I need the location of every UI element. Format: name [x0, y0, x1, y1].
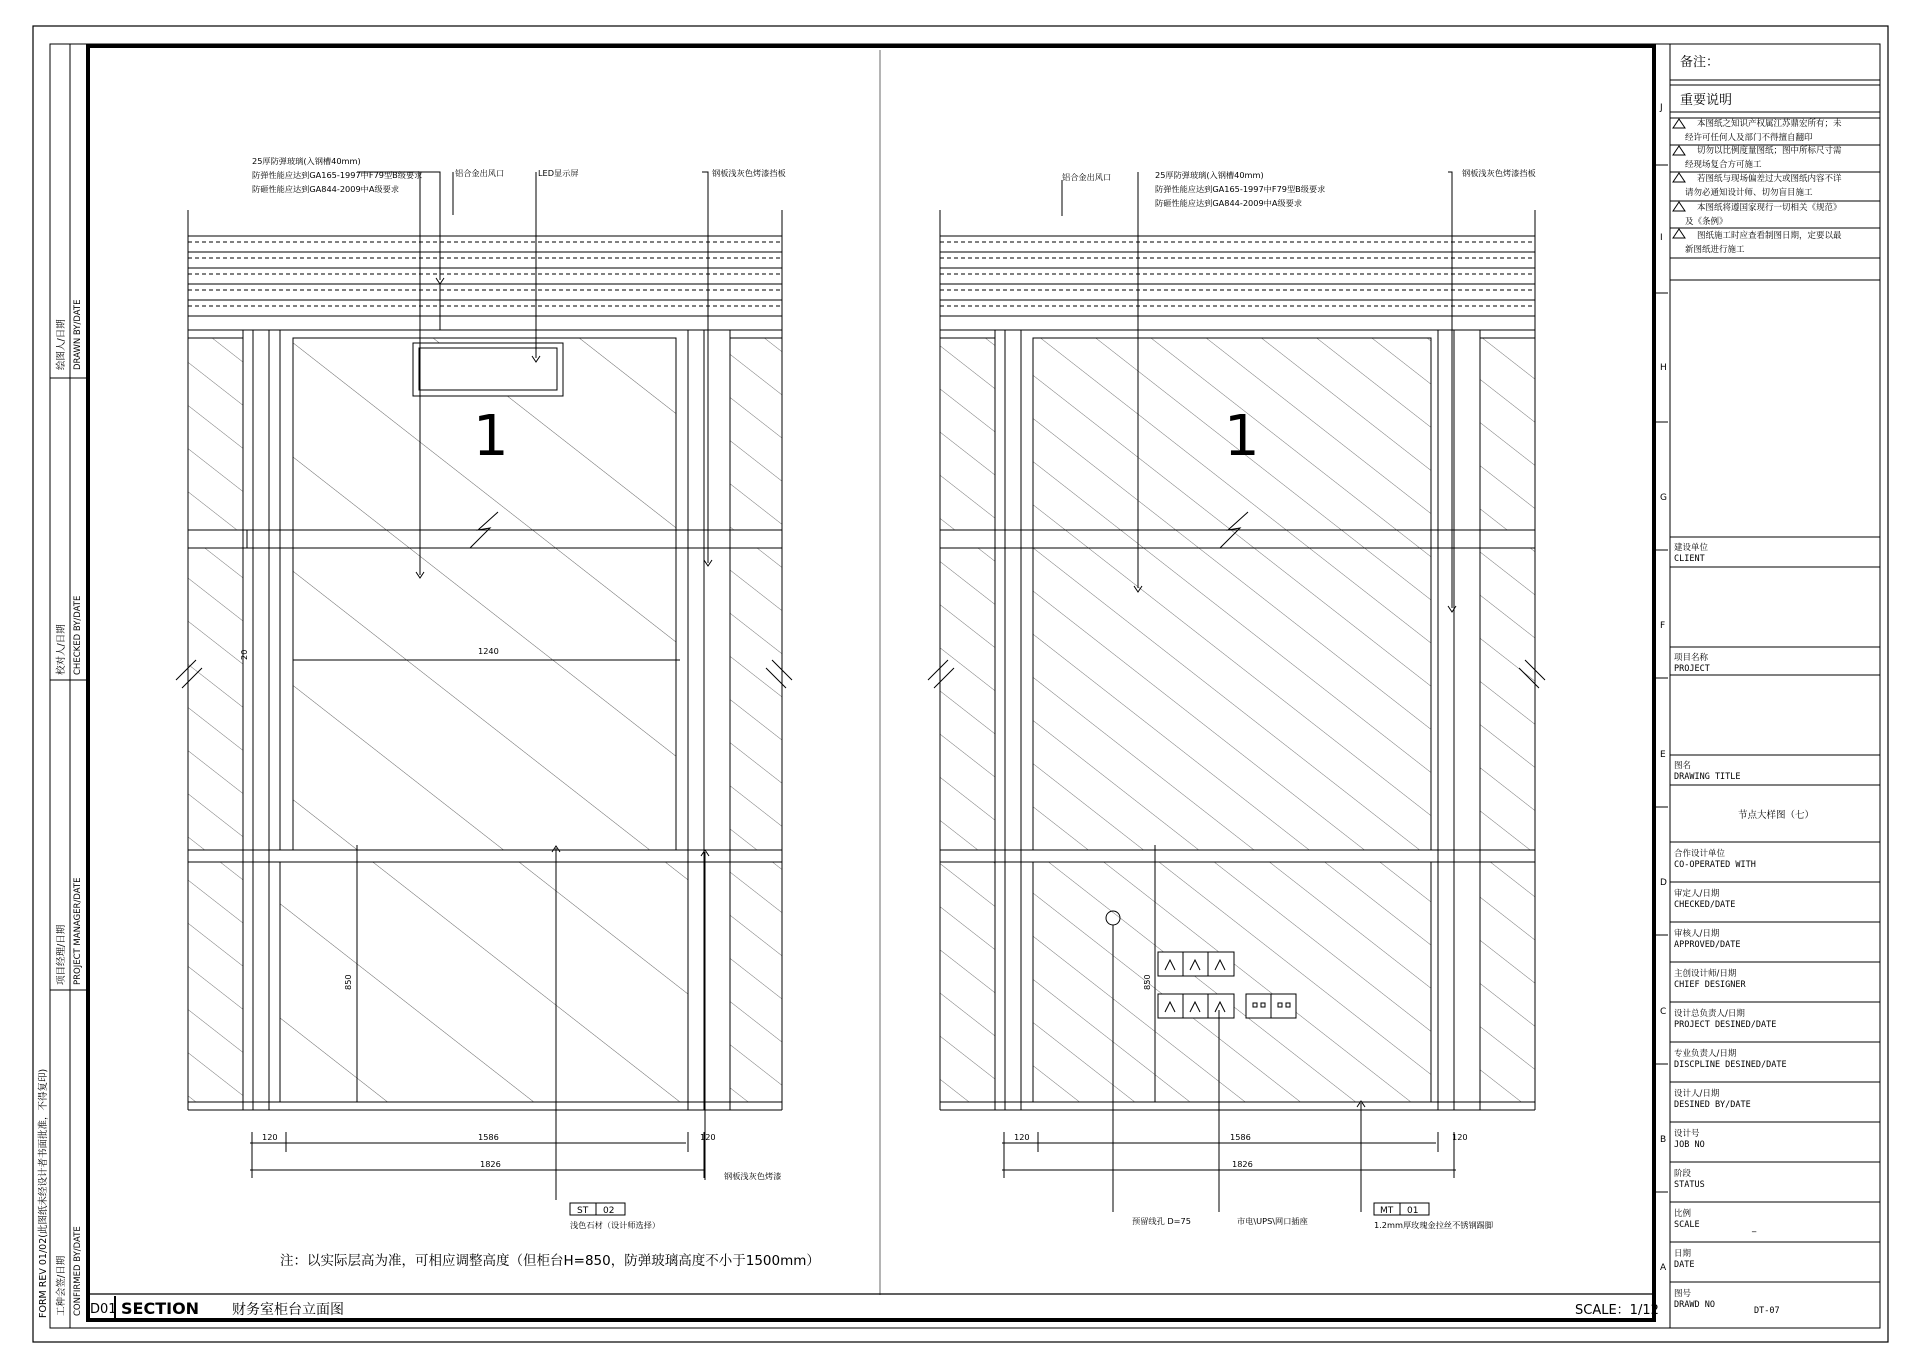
right-glass-note-3: 防砸性能应达到GA844-2009中A级要求 [1155, 198, 1303, 208]
grid-letter-g: G [1660, 493, 1667, 503]
strip-row-4-cn: 工种会签/日期 [56, 1255, 67, 1316]
field-title-cn: 图名 [1674, 761, 1692, 771]
drawing-title-bar [88, 1294, 1659, 1318]
field-pd-en: PROJECT DESINED/DATE [1674, 1020, 1777, 1030]
field-designer-cn: 设计人/日期 [1674, 1089, 1720, 1099]
field-scale-cn: 比例 [1674, 1209, 1692, 1219]
left-glass-note-3: 防砸性能应达到GA844-2009中A级要求 [252, 184, 400, 194]
right-dim-120-a: 120 [1014, 1132, 1030, 1142]
right-socket-label: 市电\UPS\网口插座 [1237, 1216, 1308, 1226]
strip-row-1-en: DRAWN BY/DATE [73, 299, 83, 370]
note-4-a: 本图纸将遵国家现行一切相关《规范》 [1697, 203, 1842, 213]
strip-row-2-en: CHECKED BY/DATE [73, 595, 83, 675]
field-chief-cn: 主创设计师/日期 [1674, 969, 1737, 979]
led-display [413, 343, 563, 396]
grid-letter-d: D [1660, 878, 1667, 888]
form-rev-text: FORM REV 01/02(此图纸未经设计者书面批准，不得复印) [38, 1068, 49, 1318]
right-dim-120-b: 120 [1452, 1132, 1468, 1142]
grid-letter-i: I [1660, 233, 1663, 243]
left-dim-20: 20 [239, 649, 249, 660]
note-2-b: 经现场复合方可施工 [1685, 160, 1762, 170]
note-1-b: 经许可任何人及部门不得擅自翻印 [1685, 133, 1813, 143]
drawing-note: 注：以实际层高为准，可相应调整高度（但柜台H=850，防弹玻璃高度不小于1500mm） [280, 1253, 820, 1269]
grid-letter-c: C [1660, 1007, 1667, 1017]
field-title-value: 节点大样图（七） [1738, 810, 1815, 821]
right-hole-label: 预留线孔 D=75 [1132, 1216, 1191, 1226]
strip-row-3-cn: 项目经理/日期 [56, 924, 67, 985]
field-pd-cn: 设计总负责人/日期 [1674, 1009, 1745, 1019]
right-panel-number: 1 [1224, 404, 1260, 469]
left-dim-120-a: 120 [262, 1132, 278, 1142]
field-scale-en: SCALE [1674, 1220, 1700, 1230]
left-dim-120-b: 120 [700, 1132, 716, 1142]
field-approved-cn: 审核人/日期 [1674, 929, 1720, 939]
strip-row-2-cn: 校对人/日期 [56, 624, 67, 675]
field-job-en: JOB NO [1674, 1140, 1705, 1150]
left-tag-desc: 浅色石材（设计师选择） [570, 1220, 661, 1230]
field-checked-en: CHECKED/DATE [1674, 900, 1736, 910]
title-block-text [1674, 55, 1842, 1316]
field-project-cn: 项目名称 [1674, 653, 1709, 663]
note-1-a: 本图纸之知识产权属江苏鼎宏所有；未 [1697, 119, 1842, 129]
field-status-cn: 阶段 [1674, 1169, 1692, 1179]
section-scale: SCALE：1/12 [1575, 1303, 1659, 1318]
field-status-en: STATUS [1674, 1180, 1705, 1190]
right-panel-label: 钢板浅灰色烤漆挡板 [1462, 168, 1536, 178]
left-dim-850: 850 [343, 974, 353, 990]
field-approved-en: APPROVED/DATE [1674, 940, 1741, 950]
right-dim-1586: 1586 [1230, 1132, 1251, 1142]
strip-row-4-en: CONFIRMED BY/DATE [73, 1226, 83, 1316]
important-title: 重要说明 [1680, 93, 1733, 108]
grid-letter-e: E [1660, 750, 1666, 760]
left-panel-label: 钢板浅灰色烤漆挡板 [712, 168, 786, 178]
right-glass-note-2: 防弹性能应达到GA165-1997中F79型B级要求 [1155, 184, 1326, 194]
note-5-b: 新图纸进行施工 [1685, 245, 1745, 255]
right-glass-note-1: 25厚防弹玻璃(入钢槽40mm) [1155, 170, 1264, 180]
left-dim-1240: 1240 [478, 646, 499, 656]
left-title-strip [37, 44, 88, 1328]
right-elevation [928, 172, 1545, 1212]
field-scale-value: _ [1752, 1223, 1757, 1233]
right-dim-850: 850 [1142, 974, 1152, 990]
field-coop-en: CO-OPERATED WITH [1674, 860, 1756, 870]
left-panel-bottom-label: 钢板浅灰色烤漆 [724, 1171, 782, 1181]
right-dim-1826: 1826 [1232, 1159, 1253, 1169]
left-glass-note-2: 防弹性能应达到GA165-1997中F79型B级要求 [252, 170, 423, 180]
remarks-label: 备注： [1680, 55, 1720, 70]
left-tag-code: ST [577, 1206, 589, 1216]
grid-letter-b: B [1660, 1135, 1667, 1145]
left-tag-num: 02 [603, 1206, 615, 1216]
right-tag-desc: 1.2mm厚玫瑰金拉丝不锈钢踢脚 [1374, 1220, 1494, 1230]
section-title: 财务室柜台立面图 [232, 1302, 344, 1318]
strip-row-3-en: PROJECT MANAGER/DATE [73, 877, 83, 985]
note-5-a: 图纸施工时应查看制图日期，定要以最 [1697, 231, 1842, 241]
grid-letter-h: H [1660, 363, 1667, 373]
section-label: SECTION [121, 1299, 200, 1318]
left-panel-number: 1 [473, 404, 509, 469]
right-vent-label: 铝合金出风口 [1062, 172, 1112, 182]
note-3-a: 若图纸与现场偏差过大或图纸内容不详 [1697, 174, 1842, 184]
left-glass-note-1: 25厚防弹玻璃(入钢槽40mm) [252, 156, 361, 166]
grid-letter-f: F [1660, 621, 1666, 631]
field-drawno-value: DT-07 [1754, 1306, 1780, 1316]
right-tag-code: MT [1380, 1206, 1394, 1216]
field-drawno-en: DRAWD NO [1674, 1300, 1715, 1310]
left-led-label: LED显示屏 [538, 168, 579, 178]
grid-letter-j: J [1660, 103, 1663, 113]
field-coop-cn: 合作设计单位 [1674, 849, 1726, 859]
note-2-a: 切勿以比例度量图纸；图中所标尺寸需 [1697, 146, 1842, 156]
field-date-en: DATE [1674, 1260, 1695, 1270]
grid-letter-a: A [1660, 1263, 1667, 1273]
field-client-cn: 建设单位 [1674, 543, 1709, 553]
field-client-en: CLIENT [1674, 554, 1705, 564]
field-date-cn: 日期 [1674, 1249, 1692, 1259]
left-elevation [176, 172, 792, 1200]
left-material-tag [570, 1203, 660, 1230]
section-code: D01 [90, 1302, 117, 1317]
field-drawno-cn: 图号 [1674, 1289, 1692, 1299]
grid-letters [1655, 103, 1668, 1273]
field-job-cn: 设计号 [1674, 1129, 1700, 1139]
left-dim-1586: 1586 [478, 1132, 499, 1142]
strip-row-1-cn: 绘图人/日期 [56, 319, 67, 370]
right-tag-num: 01 [1407, 1206, 1419, 1216]
left-dim-1826: 1826 [480, 1159, 501, 1169]
field-designer-en: DESINED BY/DATE [1674, 1100, 1751, 1110]
field-dd-cn: 专业负责人/日期 [1674, 1049, 1737, 1059]
note-4-b: 及《条例》 [1685, 217, 1728, 227]
field-title-en: DRAWING TITLE [1674, 772, 1741, 782]
field-project-en: PROJECT [1674, 664, 1710, 674]
left-vent-label: 铝合金出风口 [455, 168, 505, 178]
right-material-tag [1374, 1203, 1493, 1230]
note-3-b: 请勿必通知设计师、切勿盲目施工 [1685, 188, 1813, 198]
field-chief-en: CHIEF DESIGNER [1674, 980, 1746, 990]
field-checked-cn: 审定人/日期 [1674, 889, 1720, 899]
field-dd-en: DISCPLINE DESINED/DATE [1674, 1060, 1787, 1070]
